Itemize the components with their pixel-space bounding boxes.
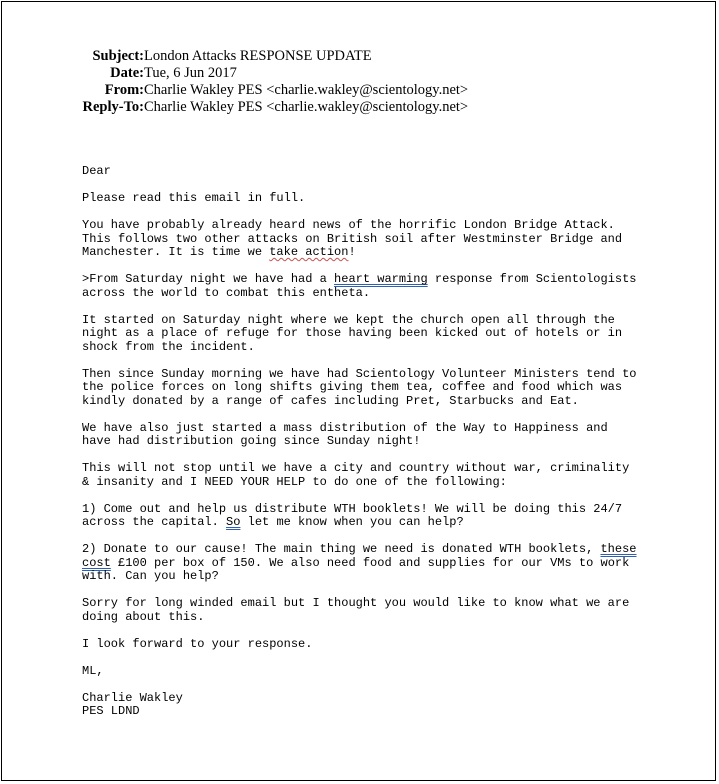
line: & insanity and I NEED YOUR HELP to do one of the following: bbox=[82, 474, 507, 489]
line: the police forces on long shifts giving them tea, coffee and food which was bbox=[82, 380, 623, 394]
grammar-flag: So bbox=[226, 515, 241, 529]
line: 1) Come out and help us distribute WTH booklets! We will be doing this 24/7 bbox=[82, 501, 623, 516]
subject-row bbox=[2, 48, 602, 65]
line: response from Scientologists bbox=[427, 272, 637, 286]
date-label: Date: bbox=[110, 65, 144, 81]
from-value: Charlie Wakley PES <charlie.wakley@scientology.net> bbox=[144, 82, 469, 98]
subject-label: Subject: bbox=[92, 48, 144, 64]
line: doing about this. bbox=[82, 609, 205, 624]
paragraph-volunteer-ministers bbox=[82, 368, 682, 409]
signature-name: Charlie Wakley bbox=[82, 690, 183, 705]
signature-title: PES LDND bbox=[82, 704, 140, 718]
line: across the capital. bbox=[82, 515, 227, 529]
line: 2) Donate to our cause! The main thing we need is donated WTH booklets, bbox=[82, 542, 601, 556]
line: with. Can you help? bbox=[82, 569, 219, 583]
grammar-flag: cost bbox=[82, 555, 111, 570]
from-label: From: bbox=[104, 82, 144, 98]
line: across the world to combat this entheta. bbox=[82, 285, 371, 300]
line: ! bbox=[348, 245, 356, 259]
paragraph-option-1 bbox=[82, 503, 682, 530]
paragraph-read-in-full: Please read this email in full. bbox=[82, 191, 306, 205]
date-value: Tue, 6 Jun 2017 bbox=[144, 65, 237, 81]
paragraph-option-2 bbox=[82, 543, 682, 584]
paragraph-distribution bbox=[82, 422, 682, 449]
grammar-flag: these bbox=[600, 542, 637, 556]
line: This follows two other attacks on British soil after Westminster Bridge and bbox=[82, 231, 623, 246]
line: Sorry for long winded email but I thought you would like to know what we are bbox=[82, 596, 630, 610]
from-row bbox=[2, 82, 602, 99]
line: night as a place of refuge for those having been kicked out of hotels or in bbox=[82, 326, 623, 340]
line: This will not stop until we have a city and country without war, criminality bbox=[82, 461, 630, 475]
paragraph-attack-news bbox=[82, 219, 682, 260]
line: It started on Saturday night where we kept the church open all through the bbox=[82, 312, 615, 327]
grammar-flag: heart warming bbox=[334, 272, 428, 286]
paragraph-response bbox=[82, 273, 682, 300]
paragraph-church-open bbox=[82, 314, 682, 355]
reply-to-row bbox=[2, 99, 602, 116]
line: Then since Sunday morning we have had Scientology Volunteer Ministers tend to bbox=[82, 366, 637, 381]
greeting: Dear bbox=[82, 164, 111, 178]
line: >From Saturday night we have had a bbox=[82, 272, 335, 286]
line: We have also just started a mass distribution of the Way to Happiness and bbox=[82, 420, 608, 435]
paragraph-apology bbox=[82, 597, 682, 624]
email-body bbox=[82, 165, 682, 719]
reply-to-label: Reply-To: bbox=[82, 99, 144, 115]
email-headers bbox=[2, 48, 602, 116]
line: You have probably already heard news of the horrific London Bridge Attack. bbox=[82, 218, 615, 232]
line: have had distribution going since Sunday night! bbox=[82, 434, 421, 448]
date-row bbox=[2, 65, 602, 82]
closing: ML, bbox=[82, 663, 104, 678]
paragraph-need-help bbox=[82, 462, 682, 489]
paragraph-look-forward: I look forward to your response. bbox=[82, 636, 313, 651]
line: shock from the incident. bbox=[82, 339, 255, 354]
line: let me know when you can help? bbox=[240, 515, 464, 529]
line: kindly donated by a range of cafes including Pret, Starbucks and Eat. bbox=[82, 393, 579, 408]
email-page bbox=[1, 1, 716, 781]
line: £100 per box of 150. We also need food and supplies for our VMs to work bbox=[110, 555, 630, 570]
spelling-flag: take action bbox=[269, 245, 349, 259]
subject-value: London Attacks RESPONSE UPDATE bbox=[144, 48, 372, 64]
reply-to-value: Charlie Wakley PES <charlie.wakley@scientology.net> bbox=[144, 99, 469, 115]
line: Manchester. It is time we bbox=[82, 245, 270, 259]
